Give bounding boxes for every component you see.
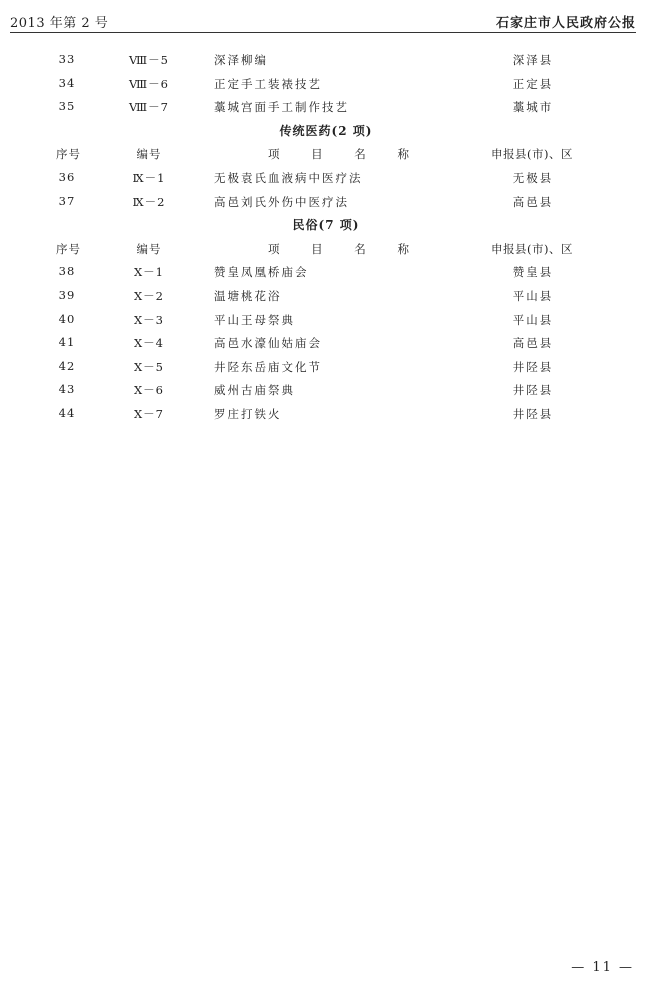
row-region: 平山县	[512, 312, 554, 327]
row-seq: 37	[58, 193, 76, 208]
row-code: Ⅸ－2	[132, 194, 166, 209]
row-name: 深泽柳编	[214, 53, 268, 67]
column-header-seq: 序号	[56, 241, 81, 256]
row-region: 无极县	[512, 170, 554, 185]
section-title-text: 民俗(7 项)	[292, 218, 360, 233]
row-name: 温塘桃花浴	[214, 288, 282, 303]
page-header	[10, 10, 636, 33]
table-row	[0, 95, 652, 119]
row-code: Ⅷ－7	[129, 100, 169, 115]
table-row	[0, 260, 652, 284]
table-row	[0, 308, 652, 332]
row-code: Ⅷ－6	[129, 76, 169, 91]
row-seq: 43	[58, 382, 76, 397]
column-header-code: 编号	[136, 241, 162, 256]
row-seq: 36	[58, 169, 76, 184]
section-title-text: 传统医药(2 项)	[279, 123, 373, 138]
table-row	[0, 190, 652, 214]
row-name: 高邑水濠仙姑庙会	[214, 336, 322, 351]
row-code: Ⅹ－5	[133, 359, 164, 374]
row-code: Ⅹ－7	[133, 406, 164, 421]
column-header-name: 项 目 名 称	[268, 147, 423, 162]
row-region: 高邑县	[512, 194, 554, 209]
row-region: 高邑县	[512, 336, 554, 351]
table-row	[0, 331, 652, 355]
row-code: Ⅹ－4	[133, 336, 164, 351]
column-header-name: 项 目 名 称	[268, 241, 423, 256]
row-name: 井陉东岳庙文化节	[214, 359, 322, 374]
row-region: 正定县	[512, 76, 554, 91]
row-name: 威州古庙祭典	[214, 383, 295, 398]
row-region: 井陉县	[512, 359, 554, 374]
table-row	[0, 48, 652, 72]
row-seq: 35	[58, 99, 76, 114]
row-name: 正定手工装裱技艺	[214, 76, 322, 91]
row-region: 平山县	[512, 288, 554, 303]
table-header-row	[0, 142, 652, 166]
table-row	[0, 284, 652, 308]
row-region: 井陉县	[512, 406, 554, 421]
column-header-seq: 序号	[56, 147, 81, 162]
row-code: Ⅹ－3	[133, 312, 164, 327]
column-header-code: 编号	[136, 147, 162, 162]
row-name: 平山王母祭典	[214, 312, 295, 327]
row-region: 藁城市	[512, 100, 554, 115]
row-code: Ⅹ－1	[133, 265, 164, 280]
row-name: 高邑刘氏外伤中医疗法	[214, 194, 349, 209]
row-seq: 44	[58, 405, 76, 420]
row-region: 深泽县	[512, 53, 554, 67]
section-title-traditional-medicine	[0, 119, 652, 143]
row-seq: 34	[58, 75, 76, 90]
row-name: 赞皇凤凰桥庙会	[214, 265, 309, 280]
issue-label: 2013 年第 2 号	[10, 16, 109, 31]
table-row	[0, 378, 652, 402]
row-seq: 39	[58, 287, 76, 302]
table-row	[0, 402, 652, 426]
row-seq: 38	[58, 264, 76, 279]
row-seq: 33	[58, 52, 76, 66]
column-header-region: 申报县(市)、区	[491, 241, 573, 256]
row-region: 赞皇县	[512, 265, 554, 280]
page-number: — 11 —	[571, 960, 634, 975]
row-name: 藁城宫面手工制作技艺	[214, 100, 349, 115]
row-seq: 42	[58, 358, 76, 373]
row-code: Ⅹ－6	[133, 383, 164, 398]
publication-title: 石家庄市人民政府公报	[495, 16, 636, 31]
row-name: 无极袁氏血液病中医疗法	[214, 170, 363, 185]
row-region: 井陉县	[512, 383, 554, 398]
section-title-folk-custom	[0, 213, 652, 237]
row-seq: 40	[58, 311, 76, 326]
table-header-row	[0, 237, 652, 261]
row-code: Ⅸ－1	[132, 170, 166, 185]
heritage-list-table	[0, 48, 652, 426]
row-seq: 41	[58, 335, 76, 350]
table-row	[0, 166, 652, 190]
row-code: Ⅹ－2	[133, 288, 164, 303]
table-row	[0, 72, 652, 96]
column-header-region: 申报县(市)、区	[491, 147, 573, 162]
row-code: Ⅷ－5	[129, 53, 169, 67]
row-name: 罗庄打铁火	[214, 406, 282, 421]
table-row	[0, 355, 652, 379]
